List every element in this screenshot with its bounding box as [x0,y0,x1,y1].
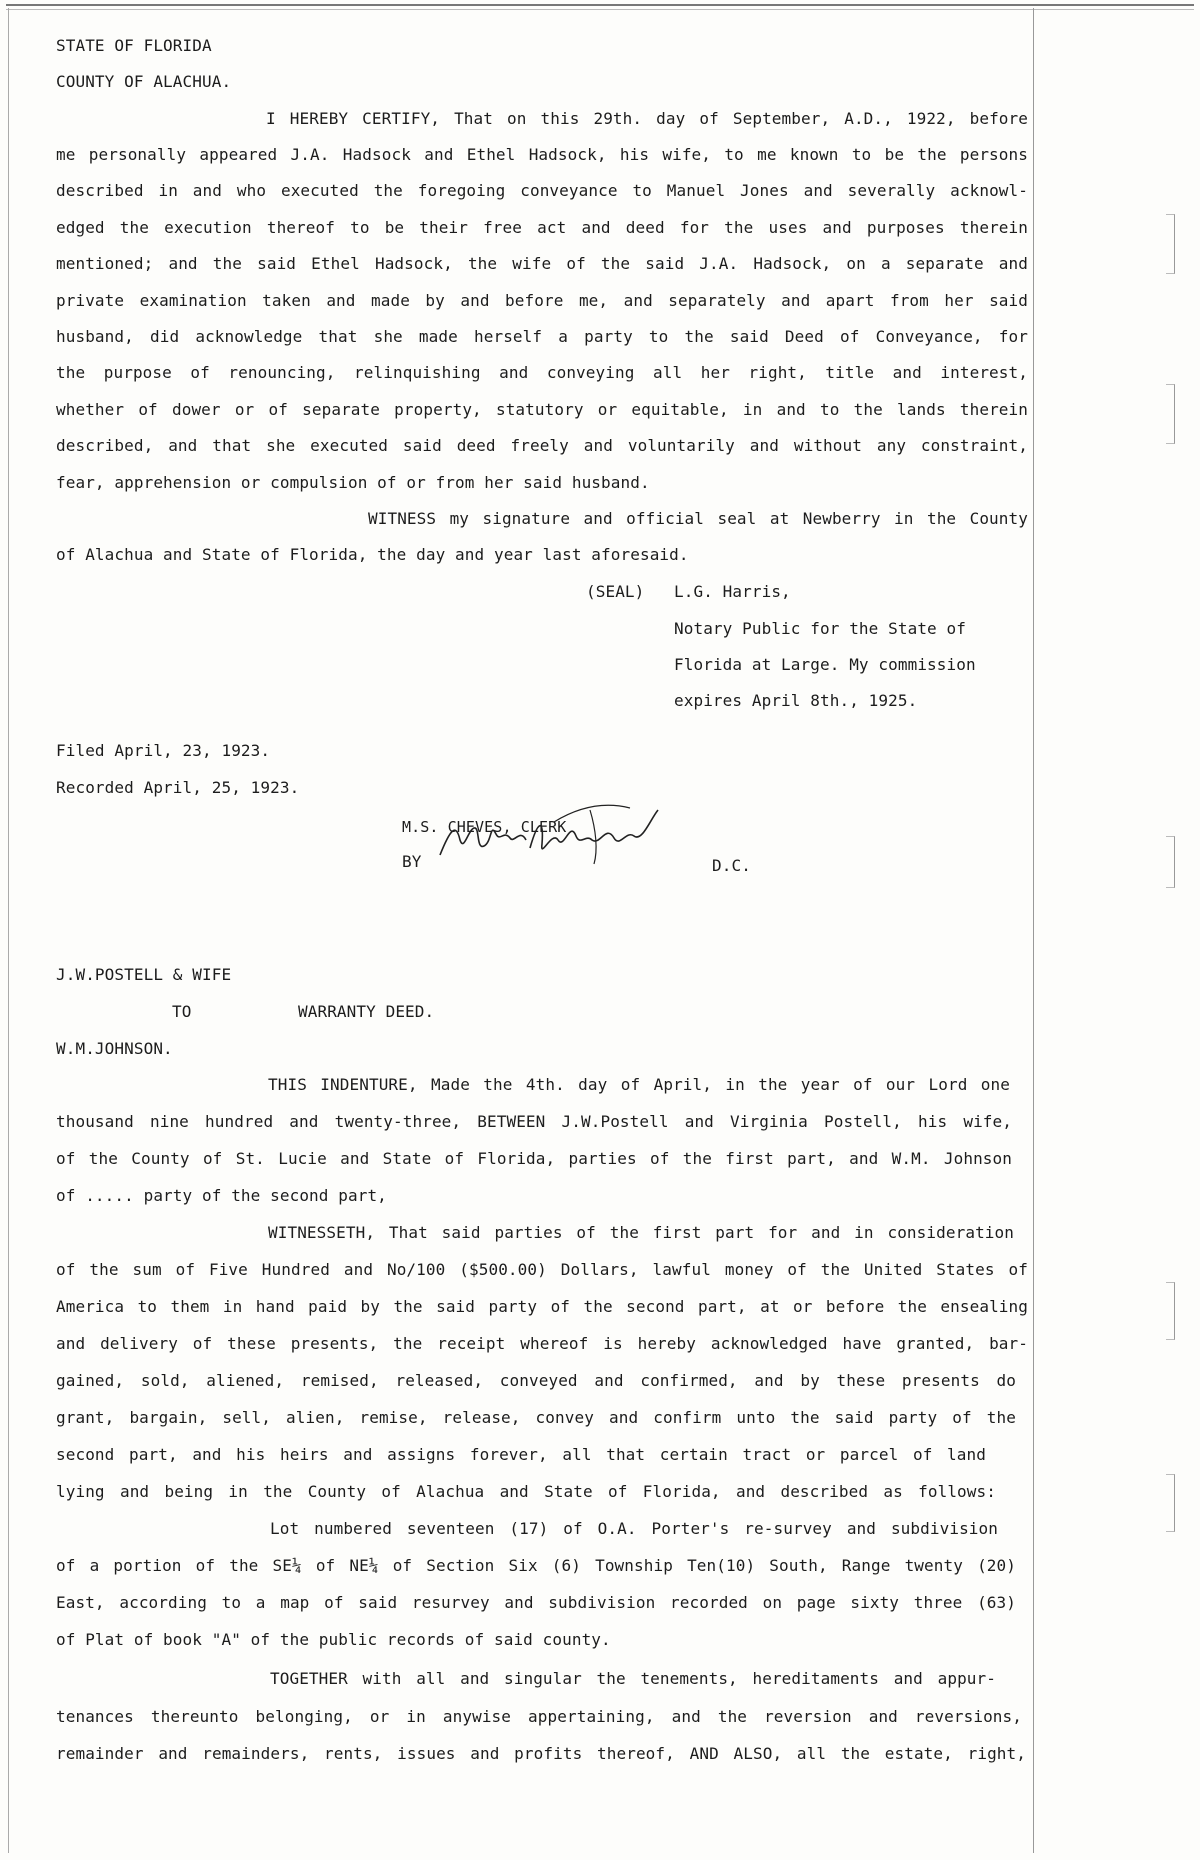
notary-title: Notary Public for the State of [674,619,966,638]
body-line: mentioned; and the said Ethel Hadsock, the wife of the said J.A. Hadsock, on a separate and [56,254,1028,273]
witnesseth-line: America to them in hand paid by the said party of the second part, at or before the ensealing [56,1297,1028,1316]
witnesseth-line: and delivery of these presents, the receipt whereof is hereby acknowledged have granted, bar- [56,1334,1028,1353]
margin-bracket-mark [1166,214,1175,274]
witnesseth-line: grant, bargain, sell, alien, remise, release, convey and confirm unto the said party of the [56,1408,1016,1427]
indenture-line: of ..... party of the second part, [56,1186,387,1205]
margin-bracket-mark [1166,1474,1175,1532]
body-line: fear, apprehension or compulsion of or from her said husband. [56,473,650,492]
indenture-line: thousand nine hundred and twenty-three, BETWEEN J.W.Postell and Virginia Postell, his wife, [56,1112,1012,1131]
left-margin-rule [8,8,9,1853]
by-label: BY [402,852,422,871]
together-line: TOGETHER with all and singular the tenements, hereditaments and appur- [270,1669,996,1688]
lot-line: Lot numbered seventeen (17) of O.A. Porter's re-survey and subdivision [270,1519,998,1538]
deed-type: WARRANTY DEED. [298,1002,435,1021]
top-border-rule [6,4,1194,10]
margin-bracket-mark [1166,836,1175,888]
right-margin-rule [1033,8,1034,1853]
dc-label: D.C. [712,856,751,875]
body-line: me personally appeared J.A. Hadsock and Ethel Hadsock, his wife, to me known to be the persons [56,145,1028,164]
witness-line: of Alachua and State of Florida, the day and year last aforesaid. [56,545,689,564]
notary-expiry: expires April 8th., 1925. [674,691,918,710]
witnesseth-line: WITNESSETH, That said parties of the first part for and in consideration [268,1223,1014,1242]
grantee: W.M.JOHNSON. [56,1039,173,1058]
recorded-date: Recorded April, 25, 1923. [56,778,300,797]
clerk-signature [430,800,670,870]
indenture-line: of the County of St. Lucie and State of Florida, parties of the first part, and W.M. Johnson [56,1149,1012,1168]
indenture-line: THIS INDENTURE, Made the 4th. day of April, in the year of our Lord one [268,1075,1010,1094]
witnesseth-line: gained, sold, aliened, remised, released, conveyed and confirmed, and by these presents do [56,1371,1016,1390]
body-line: whether of dower or of separate property, statutory or equitable, in and to the lands therein [56,400,1028,419]
witnesseth-line: of the sum of Five Hundred and No/100 ($500.00) Dollars, lawful money of the United States of [56,1260,1028,1279]
body-line: described, and that she executed said deed freely and voluntarily and without any constraint, [56,436,1028,455]
grantor: J.W.POSTELL & WIFE [56,965,232,984]
header-state: STATE OF FLORIDA [56,36,212,55]
margin-bracket-mark [1166,1282,1175,1340]
lot-line: East, according to a map of said resurvey and subdivision recorded on page sixty three (63) [56,1593,1016,1612]
witnesseth-line: lying and being in the County of Alachua and State of Florida, and described as follows: [56,1482,996,1501]
together-line: remainder and remainders, rents, issues and profits thereof, AND ALSO, all the estate, right, [56,1744,1026,1763]
body-line: private examination taken and made by and before me, and separately and apart from her said [56,291,1028,310]
margin-bracket-mark [1166,384,1175,444]
body-line: edged the execution thereof to be their free act and deed for the uses and purposes therein [56,218,1028,237]
lot-line: of Plat of book "A" of the public records of said county. [56,1630,611,1649]
certify-line: I HEREBY CERTIFY, That on this 29th. day of September, A.D., 1922, before [266,109,1028,128]
together-line: tenances thereunto belonging, or in anywise appertaining, and the reversion and reversions, [56,1707,1022,1726]
to-label: TO [172,1002,192,1021]
lot-line: of a portion of the SE¼ of NE¼ of Section Six (6) Township Ten(10) South, Range twenty (20) [56,1556,1016,1575]
witness-line: WITNESS my signature and official seal at Newberry in the County [368,509,1028,528]
notary-name: L.G. Harris, [674,582,791,601]
witnesseth-line: second part, and his heirs and assigns forever, all that certain tract or parcel of land [56,1445,986,1464]
header-county: COUNTY OF ALACHUA. [56,72,232,91]
filed-date: Filed April, 23, 1923. [56,741,271,760]
notary-title: Florida at Large. My commission [674,655,976,674]
clerk-name: M.S. CHEVES, CLERK [402,818,567,836]
seal-label: (SEAL) [586,582,645,601]
body-line: the purpose of renouncing, relinquishing and conveying all her right, title and interest, [56,363,1028,382]
body-line: described in and who executed the foregoing conveyance to Manuel Jones and severally acknowl- [56,181,1028,200]
body-line: husband, did acknowledge that she made herself a party to the said Deed of Conveyance, for [56,327,1028,346]
